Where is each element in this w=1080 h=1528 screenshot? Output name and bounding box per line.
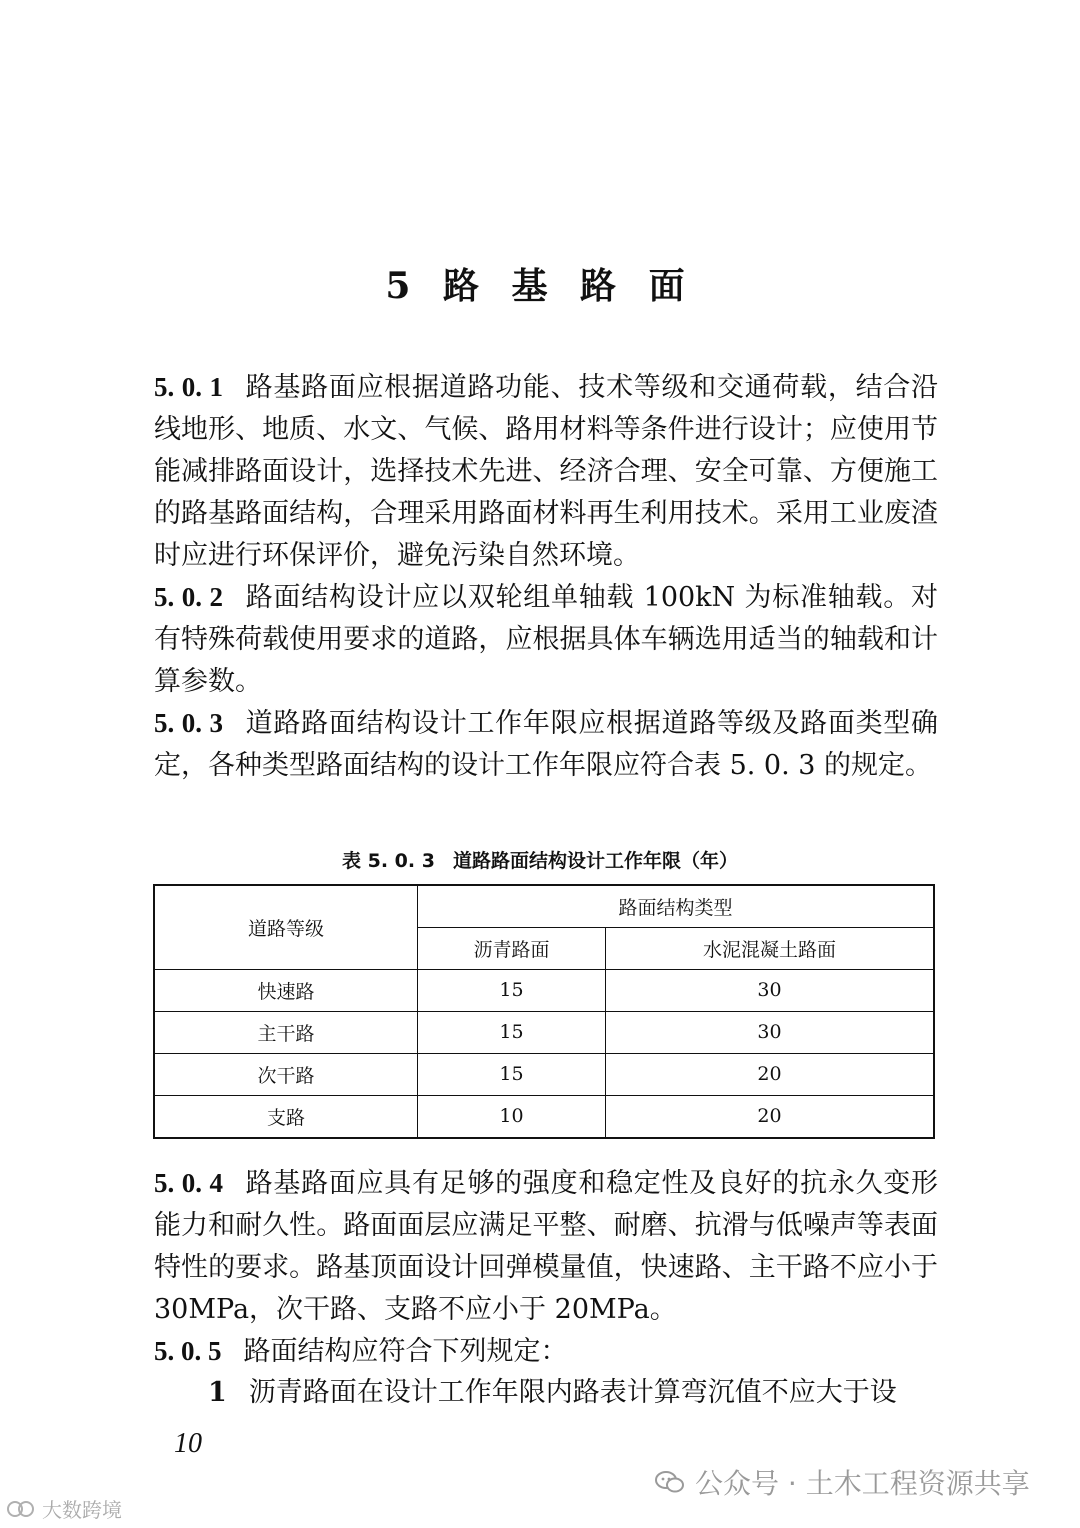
clause-number: 5. 0. 3 [154,708,223,738]
table-caption-title: 道路路面结构设计工作年限（年） [452,850,738,872]
cell-grade: 主干路 [154,1011,418,1053]
wechat-watermark-text: 公众号 · 土木工程资源共享 [695,1467,1030,1500]
cell-grade: 支路 [154,1095,418,1138]
table-row [154,1011,934,1053]
cell-grade: 次干路 [154,1053,418,1095]
cell-asphalt: 15 [418,1053,606,1095]
header-asphalt: 沥青路面 [418,927,606,969]
clause-number: 5. 0. 2 [154,582,224,612]
clause-5-0-1 [154,366,938,577]
clause-5-0-2 [154,576,938,703]
clause-number: 5. 0. 4 [154,1168,223,1198]
page-number: 10 [174,1428,202,1459]
clause-text: 路基路面应具有足够的强度和稳定性及良好的抗永久变形能力和耐久性。路面面层应满足平整、耐磨、抗滑与低噪声等表面特性的要求。路基顶面设计回弹模量值，快速路、主干路不应小于 30MPa，次干路、支路不应小于 20MPa。 [154,1168,939,1325]
cell-concrete: 30 [606,1011,934,1053]
cell-asphalt: 15 [418,969,606,1011]
cell-grade: 快速路 [154,969,418,1011]
wechat-icon [655,1470,685,1494]
clause-number: 5. 0. 1 [154,372,223,402]
brand-watermark-text: 大数跨境 [42,1498,122,1522]
brand-watermark [6,1494,122,1523]
clause-text: 道路路面结构设计工作年限应根据道路等级及路面类型确定，各种类型路面结构的设计工作年限应符合表 5. 0. 3 的规定。 [154,708,939,781]
clause-text: 路基路面应根据道路功能、技术等级和交通荷载，结合沿线地形、地质、水文、气候、路用材料等条件进行设计；应使用节能减排路面设计，选择技术先进、经济合理、安全可靠、方便施工的路基路面结构，合理采用路面材料再生利用技术。采用工业废渣时应进行环保评价，避免污染自然环境。 [154,372,939,571]
chapter-title: 5 路 基 路 面 [385,265,695,307]
clause-5-0-5 [154,1330,938,1373]
sub-item-number: 1 [208,1377,227,1408]
clause-text: 路面结构应符合下列规定： [243,1336,568,1367]
sub-item-text: 沥青路面在设计工作年限内路表计算弯沉值不应大于设 [248,1377,897,1408]
sub-item-1 [208,1372,938,1414]
service-life-table [153,884,935,1139]
table-caption [0,846,1080,873]
table-row [154,969,934,1011]
clause-number: 5. 0. 5 [154,1336,222,1366]
cell-concrete: 30 [606,969,934,1011]
cell-concrete: 20 [606,1053,934,1095]
clause-5-0-4 [154,1162,938,1331]
header-concrete: 水泥混凝土路面 [606,927,934,969]
cell-asphalt: 15 [418,1011,606,1053]
header-pavement-type: 路面结构类型 [418,885,935,927]
table-caption-number: 表 5. 0. 3 [342,850,435,872]
cell-concrete: 20 [606,1095,934,1138]
table-row [154,1095,934,1138]
header-road-grade: 道路等级 [154,885,418,969]
clause-text: 路面结构设计应以双轮组单轴载 100kN 为标准轴载。对有特殊荷载使用要求的道路，应根据具体车辆选用适当的轴载和计算参数。 [154,582,939,697]
wechat-watermark [655,1462,1030,1502]
table-row [154,1053,934,1095]
cell-asphalt: 10 [418,1095,606,1138]
brand-logo-icon [6,1497,36,1521]
clause-5-0-3 [154,702,938,787]
